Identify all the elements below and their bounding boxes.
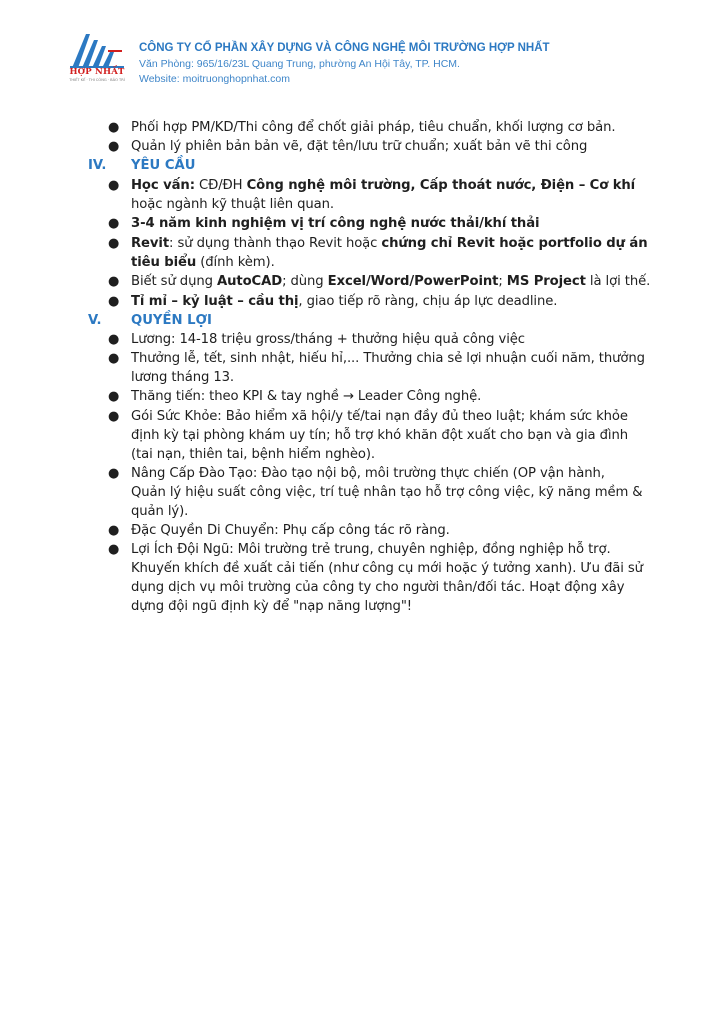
list-item: Học vấn: CĐ/ĐH Công nghệ môi trường, Cấp thoát nước, Điện – Cơ khí [131, 178, 636, 193]
bullet-icon: ● [108, 274, 120, 289]
list-item: Biết sử dụng AutoCAD; dùng Excel/Word/PowerPoint; MS Project là lợi thế. [131, 274, 651, 289]
company-website: Website: moitruonghopnhat.com [139, 73, 290, 85]
list-item: 3-4 năm kinh nghiệm vị trí công nghệ nước thải/khí thải [131, 216, 540, 231]
list-item: Revit: sử dụng thành thạo Revit hoặc chứng chỉ Revit hoặc portfolio dự án [131, 236, 648, 251]
list-item: Thưởng lễ, tết, sinh nhật, hiếu hỉ,... Thưởng chia sẻ lợi nhuận cuối năm, thưởng [131, 351, 645, 366]
list-item-continuation: Quản lý hiệu suất công việc, trí tuệ nhân tạo hỗ trợ công việc, kỹ năng mềm & [131, 485, 643, 500]
bullet-icon: ● [108, 236, 120, 251]
bullet-icon: ● [108, 523, 120, 538]
list-item: Quản lý phiên bản bản vẽ, đặt tên/lưu trữ chuẩn; xuất bản vẽ thi công [131, 139, 588, 154]
list-item: Tỉ mỉ – kỷ luật – cầu thị, giao tiếp rõ ràng, chịu áp lực deadline. [131, 294, 558, 309]
bullet-icon: ● [108, 120, 120, 135]
list-item-continuation: Khuyến khích đề xuất cải tiến (như công cụ mới hoặc ý tưởng xanh). Ưu đãi sử [131, 561, 643, 576]
section-title: QUYỀN LỢI [131, 313, 212, 328]
bullet-icon: ● [108, 466, 120, 481]
list-item-continuation: quản lý). [131, 504, 189, 519]
list-item: Nâng Cấp Đào Tạo: Đào tạo nội bộ, môi trường thực chiến (OP vận hành, [131, 466, 605, 481]
bullet-icon: ● [108, 542, 120, 557]
section-number: IV. [88, 158, 107, 173]
list-item: Lợi Ích Đội Ngũ: Môi trường trẻ trung, chuyên nghiệp, đồng nghiệp hỗ trợ. [131, 542, 611, 557]
list-item-continuation: tiêu biểu (đính kèm). [131, 255, 275, 270]
bullet-icon: ● [108, 351, 120, 366]
bullet-icon: ● [108, 178, 120, 193]
bullet-icon: ● [108, 409, 120, 424]
company-logo [64, 30, 130, 100]
list-item: Phối hợp PM/KD/Thi công để chốt giải pháp, tiêu chuẩn, khối lượng cơ bản. [131, 120, 616, 135]
bullet-icon: ● [108, 139, 120, 154]
list-item-continuation: dụng dịch vụ môi trường của công ty cho người thân/đối tác. Hoạt động xây [131, 580, 625, 595]
bullet-icon: ● [108, 294, 120, 309]
company-address: Văn Phòng: 965/16/23L Quang Trung, phường An Hội Tây, TP. HCM. [139, 58, 460, 70]
list-item: Gói Sức Khỏe: Bảo hiểm xã hội/y tế/tai nạn đầy đủ theo luật; khám sức khỏe [131, 409, 628, 424]
list-item: Lương: 14-18 triệu gross/tháng + thưởng hiệu quả công việc [131, 332, 525, 347]
section-title: YÊU CẦU [131, 158, 196, 173]
list-item-continuation: lương tháng 13. [131, 370, 235, 385]
logo-text: HỢP NHẤT [69, 67, 125, 77]
list-item-continuation: dựng đội ngũ định kỳ để "nạp năng lượng"! [131, 599, 412, 614]
bullet-icon: ● [108, 332, 120, 347]
list-item-continuation: (tai nạn, thiên tai, bệnh hiểm nghèo). [131, 447, 375, 462]
letterhead [64, 30, 684, 100]
list-item-continuation: định kỳ tại phòng khám uy tín; hỗ trợ khó khăn đột xuất cho bạn và gia đình [131, 428, 628, 443]
bullet-icon: ● [108, 216, 120, 231]
list-item: Thăng tiến: theo KPI & tay nghề → Leader Công nghệ. [131, 389, 482, 404]
company-name: CÔNG TY CỔ PHẦN XÂY DỰNG VÀ CÔNG NGHỆ MÔI TRƯỜNG HỢP NHẤT [139, 42, 550, 54]
section-number: V. [88, 313, 102, 328]
list-item: Đặc Quyền Di Chuyển: Phụ cấp công tác rõ ràng. [131, 523, 450, 538]
list-item-continuation: hoặc ngành kỹ thuật liên quan. [131, 197, 334, 212]
bullet-icon: ● [108, 389, 120, 404]
logo-mark-icon [64, 30, 130, 70]
logo-tagline: THIẾT KẾ · THI CÔNG · BẢO TRÌ [69, 78, 125, 82]
